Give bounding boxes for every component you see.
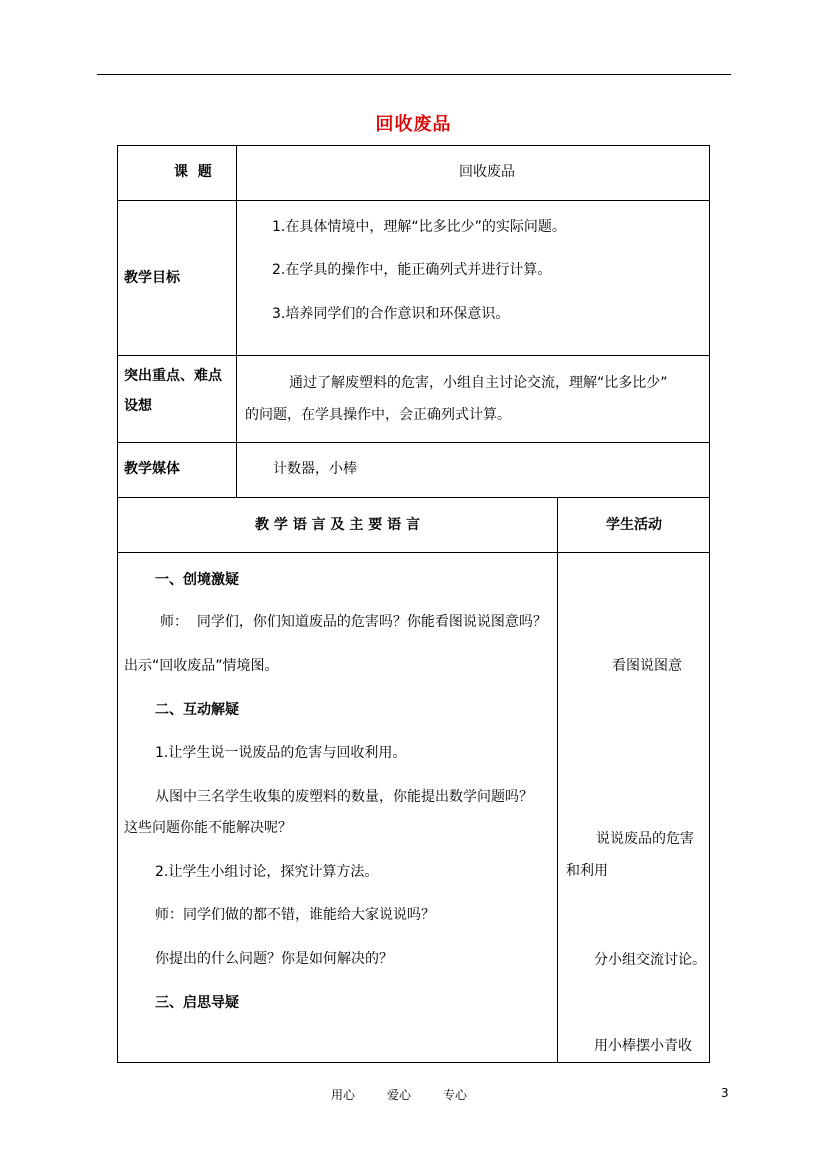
lesson-line: 这些问题你能不能解决呢？: [124, 820, 292, 836]
student-activity: 分小组交流讨论。: [594, 952, 706, 968]
focus-text: 通过了解废塑料的危害，小组自主讨论交流，理解“比多比少”: [289, 375, 668, 391]
lesson-line: 师：同学们做的都不错，谁能给大家说说吗？: [155, 907, 435, 923]
student-activity: 用小棒摆小青收: [594, 1038, 692, 1054]
lesson-student-header: 学生活动: [606, 517, 662, 533]
lesson-line: 从图中三名学生收集的废塑料的数量，你能提出数学问题吗？: [155, 789, 533, 805]
info-table-divider: [236, 145, 237, 498]
header-rule: [97, 74, 731, 75]
section-heading: 二、互动解疑: [155, 702, 239, 718]
focus-label: 设想: [124, 398, 152, 414]
lesson-table-divider: [557, 497, 558, 1063]
lesson-line: 1.让学生说一说废品的危害与回收利用。: [155, 745, 407, 761]
footer-text: 专心: [443, 1088, 468, 1102]
goal-item: 1.在具体情境中，理解“比多比少”的实际问题。: [272, 219, 566, 235]
focus-label: 突出重点、难点: [124, 368, 222, 384]
lesson-line: 出示“回收废品”情境图。: [124, 658, 279, 674]
lesson-line: 师： 同学们，你们知道废品的危害吗？你能看图说说图意吗？: [160, 614, 547, 630]
info-row-rule: [117, 442, 710, 443]
lesson-line: 2.让学生小组讨论，探究计算方法。: [155, 864, 379, 880]
topic-value: 回收废品: [459, 164, 515, 180]
goal-item: 2.在学具的操作中，能正确列式并进行计算。: [272, 262, 552, 278]
info-row-rule: [117, 355, 710, 356]
lesson-main-header: 教 学 语 言 及 主 要 语 言: [255, 517, 420, 533]
student-activity: 说说废品的危害: [596, 831, 694, 847]
footer-text: 用心: [331, 1088, 356, 1102]
section-heading: 一、创境激疑: [155, 572, 239, 588]
media-value: 计数器，小棒: [273, 461, 357, 477]
goal-item: 3.培养同学们的合作意识和环保意识。: [272, 306, 510, 322]
info-row-rule: [117, 200, 710, 201]
student-activity: 看图说图意: [612, 658, 682, 674]
goals-label: 教学目标: [124, 270, 180, 286]
student-activity: 和利用: [566, 863, 608, 879]
page-number: 3: [721, 1086, 729, 1100]
footer-text: 爱心: [387, 1088, 412, 1102]
topic-label: 课 题: [174, 164, 212, 180]
media-label: 教学媒体: [124, 461, 180, 477]
page-title: 回收废品: [375, 114, 452, 135]
lesson-line: 你提出的什么问题？你是如何解决的？: [155, 951, 393, 967]
focus-text: 的问题，在学具操作中，会正确列式计算。: [245, 407, 511, 423]
lesson-header-rule: [117, 552, 710, 553]
section-heading: 三、启思导疑: [155, 995, 239, 1011]
